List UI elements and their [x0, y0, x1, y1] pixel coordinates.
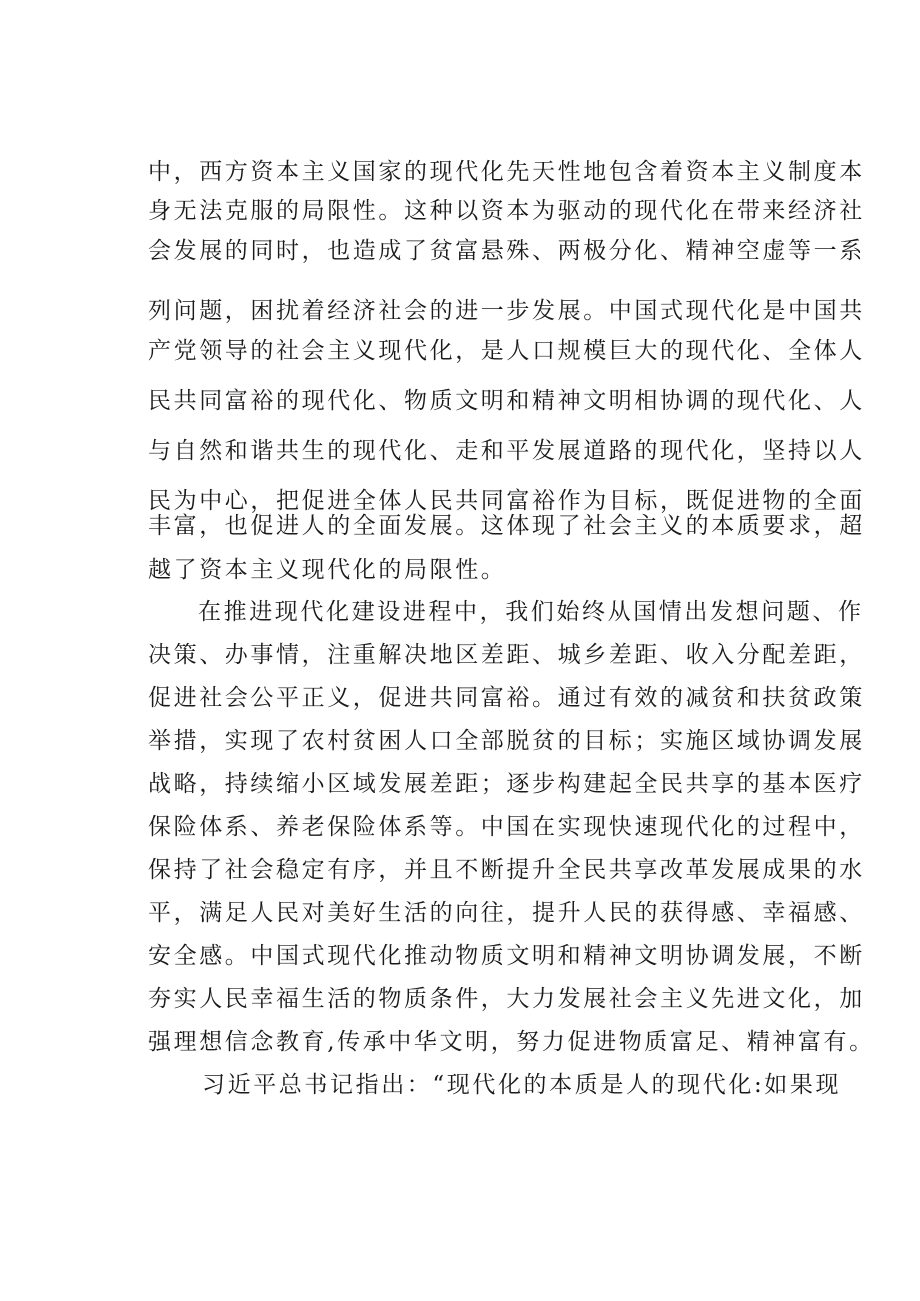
text-line: 战略，持续缩小区域发展差距；逐步构建起全民共享的基本医疗: [148, 771, 865, 797]
text-line: 中，西方资本主义国家的现代化先天性地包含着资本主义制度本: [148, 159, 865, 185]
text-line: 强理想信念教育,传承中华文明，努力促进物质富足、精神富有。: [148, 1029, 875, 1055]
text-line: 决策、办事情，注重解决地区差距、城乡差距、收入分配差距，: [148, 642, 865, 668]
text-line: 身无法克服的局限性。这种以资本为驱动的现代化在带来经济社: [148, 198, 865, 224]
text-line: 平，满足人民对美好生活的向往，提升人民的获得感、幸福感、: [148, 900, 865, 926]
text-line: 与自然和谐共生的现代化、走和平发展道路的现代化，坚持以人: [148, 438, 865, 464]
text-line: 夯实人民幸福生活的物质条件，大力发展社会主义先进文化，加: [148, 986, 865, 1012]
text-line: 越了资本主义现代化的局限性。: [148, 557, 507, 583]
text-line: 民共同富裕的现代化、物质文明和精神文明相协调的现代化、人: [148, 388, 865, 414]
paragraph-first-line: 习近平总书记指出：“现代化的本质是人的现代化:如果现: [202, 1072, 842, 1098]
text-line: 促进社会公平正义，促进共同富裕。通过有效的减贫和扶贫政策: [148, 685, 865, 711]
text-line: 保险体系、养老保险体系等。中国在实现快速现代化的过程中，: [148, 814, 865, 840]
text-line: 丰富，也促进人的全面发展。这体现了社会主义的本质要求，超: [148, 513, 865, 539]
paragraph-first-line: 在推进现代化建设进程中，我们始终从国情出发想问题、作: [198, 599, 864, 625]
text-line: 民为中心，把促进全体人民共同富裕作为目标，既促进物的全面: [148, 488, 865, 514]
text-line: 产党领导的社会主义现代化，是人口规模巨大的现代化、全体人: [148, 338, 865, 364]
text-line: 举措，实现了农村贫困人口全部脱贫的目标；实施区域协调发展: [148, 728, 865, 754]
text-line: 保持了社会稳定有序，并且不断提升全民共享改革发展成果的水: [148, 857, 865, 883]
text-line: 会发展的同时，也造成了贫富悬殊、两极分化、精神空虚等一系: [148, 238, 865, 264]
text-line: 列问题，困扰着经济社会的进一步发展。中国式现代化是中国共: [148, 298, 865, 324]
text-line: 安全感。中国式现代化推动物质文明和精神文明协调发展，不断: [148, 943, 865, 969]
